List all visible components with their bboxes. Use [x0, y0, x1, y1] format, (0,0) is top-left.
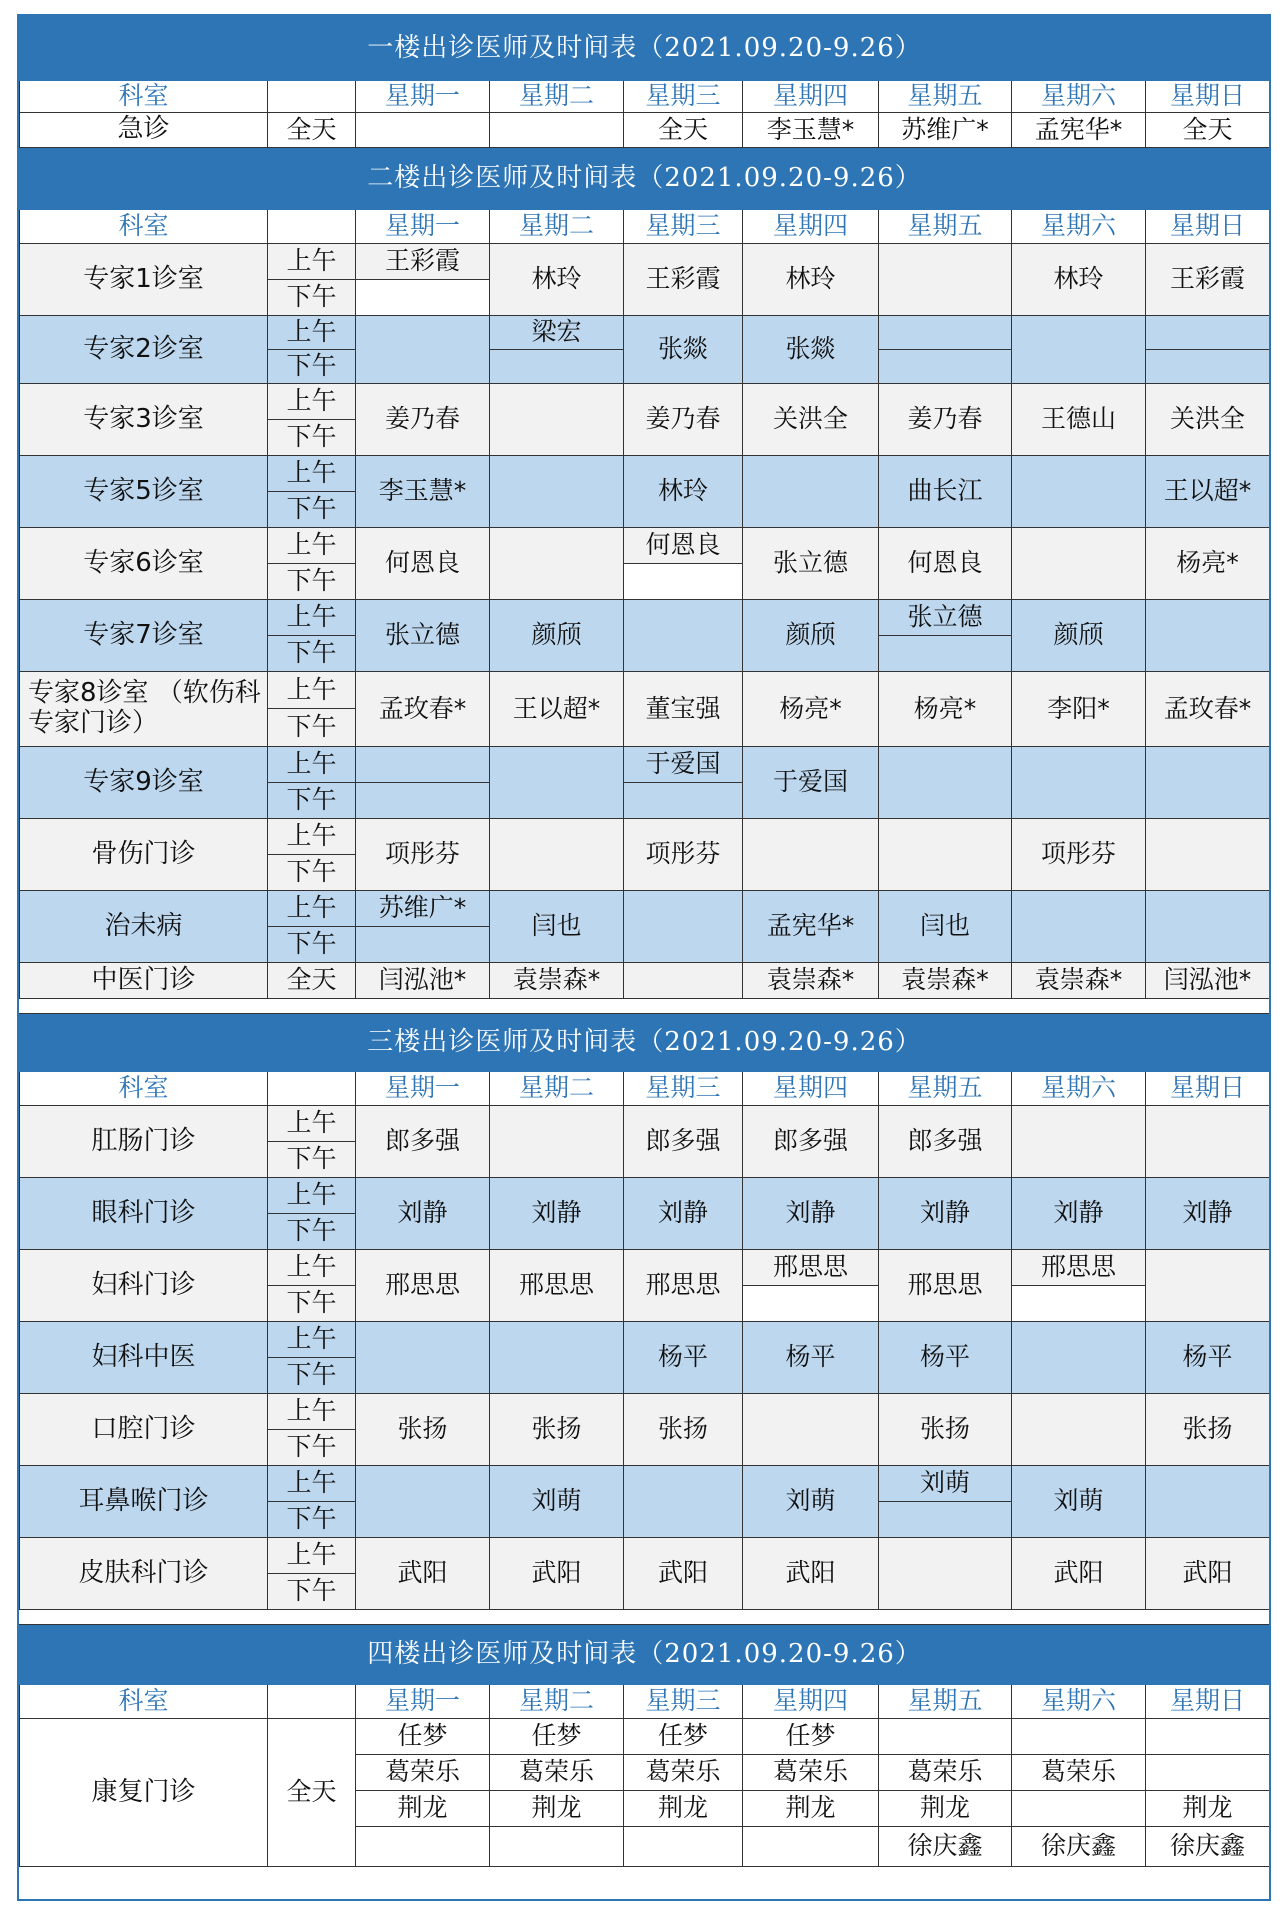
doctor-cell: 张扬: [490, 1394, 624, 1466]
doctor-cell: 邢思思: [490, 1250, 624, 1322]
doctor-cell: [1146, 1466, 1270, 1538]
doctor-cell: [743, 1394, 879, 1466]
doctor-cell: [624, 891, 743, 963]
doctor-cell: 董宝强: [624, 672, 743, 747]
table-row: [20, 1250, 1270, 1286]
doctor-cell: 任梦: [624, 1719, 743, 1755]
table-row: [20, 963, 1270, 999]
doctor-cell: 颜颀: [490, 600, 624, 672]
doctor-cell: 杨平: [624, 1322, 743, 1394]
dept-name: 肛肠门诊: [20, 1106, 268, 1178]
doctor-cell: 郎多强: [356, 1106, 490, 1178]
doctor-cell: [624, 1827, 743, 1867]
doctor-cell: 姜乃春: [624, 384, 743, 456]
floor1-header-row: [20, 81, 1270, 113]
day-header: 星期五: [879, 1685, 1012, 1719]
doctor-cell: [624, 963, 743, 999]
doctor-cell: 杨亮*: [1146, 528, 1270, 600]
doctor-cell: 王以超*: [490, 672, 624, 747]
doctor-cell: 王彩霞: [356, 244, 490, 280]
day-header: 星期六: [1012, 1072, 1146, 1106]
doctor-cell: 张立德: [879, 600, 1012, 636]
am-label: 上午: [268, 672, 356, 709]
doctor-cell: [1146, 600, 1270, 672]
doctor-cell: [879, 244, 1012, 316]
doctor-cell: [356, 113, 490, 148]
doctor-cell: [1012, 1719, 1146, 1755]
pm-label: 下午: [268, 636, 356, 672]
dept-name: 专家2诊室: [20, 316, 268, 384]
doctor-cell: 刘萌: [743, 1466, 879, 1538]
pm-label: 下午: [268, 783, 356, 819]
doctor-cell: [356, 1322, 490, 1394]
doctor-cell: 张扬: [624, 1394, 743, 1466]
am-label: 上午: [268, 891, 356, 927]
doctor-cell: [1146, 1719, 1270, 1755]
day-header: 星期一: [356, 81, 490, 113]
doctor-cell: 刘萌: [879, 1466, 1012, 1502]
day-header: 星期一: [356, 210, 490, 244]
doctor-cell: 项彤芬: [356, 819, 490, 891]
doctor-cell: [1146, 1755, 1270, 1791]
day-header: 星期三: [624, 1072, 743, 1106]
doctor-cell: 刘静: [624, 1178, 743, 1250]
doctor-cell: [490, 1827, 624, 1867]
dept-name: 妇科中医: [20, 1322, 268, 1394]
dept-header: 科室: [20, 1072, 268, 1106]
doctor-cell: [879, 316, 1012, 350]
doctor-cell: 刘萌: [1012, 1466, 1146, 1538]
pm-label: 下午: [268, 564, 356, 600]
doctor-cell: 荆龙: [1146, 1791, 1270, 1827]
day-header: 星期三: [624, 1685, 743, 1719]
dept-name: 皮肤科门诊: [20, 1538, 268, 1610]
doctor-cell: [1012, 891, 1146, 963]
day-header: 星期五: [879, 81, 1012, 113]
schedule-table: [19, 16, 1270, 1867]
pm-label: 下午: [268, 350, 356, 384]
doctor-cell: 闫也: [490, 891, 624, 963]
floor2-header-row: [20, 210, 1270, 244]
day-header: 星期日: [1146, 81, 1270, 113]
doctor-cell: 刘静: [879, 1178, 1012, 1250]
doctor-cell: [490, 528, 624, 600]
doctor-cell: 徐庆鑫: [1146, 1827, 1270, 1867]
table-row: [20, 1538, 1270, 1574]
dept-name: 治未病: [20, 891, 268, 963]
doctor-cell: [356, 1827, 490, 1867]
doctor-cell: 武阳: [624, 1538, 743, 1610]
doctor-cell: 张立德: [356, 600, 490, 672]
am-label: 上午: [268, 1106, 356, 1142]
doctor-cell: 任梦: [490, 1719, 624, 1755]
day-header: 星期三: [624, 210, 743, 244]
pm-label: 下午: [268, 1214, 356, 1250]
dept-name: 专家5诊室: [20, 456, 268, 528]
doctor-cell: 林玲: [743, 244, 879, 316]
day-header: 星期六: [1012, 1685, 1146, 1719]
doctor-cell: 姜乃春: [879, 384, 1012, 456]
doctor-cell: 关洪全: [1146, 384, 1270, 456]
day-header: 星期一: [356, 1685, 490, 1719]
doctor-cell: 林玲: [624, 456, 743, 528]
doctor-cell: 郎多强: [624, 1106, 743, 1178]
dept-name: 妇科门诊: [20, 1250, 268, 1322]
am-label: 上午: [268, 1250, 356, 1286]
table-row: [20, 316, 1270, 350]
table-row: [20, 672, 1270, 709]
am-label: 上午: [268, 528, 356, 564]
floor1-title: 一楼出诊医师及时间表（2021.09.20-9.26）: [20, 17, 1270, 81]
pm-label: 下午: [268, 1574, 356, 1610]
table-row: [20, 528, 1270, 564]
floor4-title: 四楼出诊医师及时间表（2021.09.20-9.26）: [20, 1625, 1270, 1685]
day-header: 星期五: [879, 210, 1012, 244]
doctor-cell: 张燚: [624, 316, 743, 384]
doctor-cell: 孟玫春*: [356, 672, 490, 747]
day-header: 星期一: [356, 1072, 490, 1106]
doctor-cell: 苏维广*: [356, 891, 490, 927]
doctor-cell: 全天: [624, 113, 743, 148]
doctor-cell: 林玲: [1012, 244, 1146, 316]
day-header: 星期四: [743, 1072, 879, 1106]
table-row: [20, 456, 1270, 492]
am-label: 上午: [268, 456, 356, 492]
doctor-cell: 荆龙: [490, 1791, 624, 1827]
doctor-cell: [490, 1106, 624, 1178]
doctor-cell: 葛荣乐: [356, 1755, 490, 1791]
doctor-cell: [743, 456, 879, 528]
doctor-cell: 张扬: [1146, 1394, 1270, 1466]
doctor-cell: [1146, 891, 1270, 963]
dept-name: 眼科门诊: [20, 1178, 268, 1250]
doctor-cell: 孟宪华*: [743, 891, 879, 963]
doctor-cell: 项彤芬: [1012, 819, 1146, 891]
doctor-cell: 荆龙: [879, 1791, 1012, 1827]
doctor-cell: 葛荣乐: [1012, 1755, 1146, 1791]
doctor-cell: 郎多强: [743, 1106, 879, 1178]
pm-label: 下午: [268, 709, 356, 747]
doctor-cell: 徐庆鑫: [879, 1827, 1012, 1867]
doctor-cell: 邢思思: [624, 1250, 743, 1322]
day-header: 星期四: [743, 1685, 879, 1719]
dept-name: 专家8诊室 （软伤科专家门诊）: [20, 672, 268, 747]
pm-label: 下午: [268, 927, 356, 963]
doctor-cell: [1146, 316, 1270, 350]
doctor-cell: 何恩良: [624, 528, 743, 564]
day-header: 星期二: [490, 81, 624, 113]
floor4-header-row: [20, 1685, 1270, 1719]
am-label: 上午: [268, 244, 356, 280]
doctor-cell: 袁崇森*: [490, 963, 624, 999]
am-label: 上午: [268, 384, 356, 420]
dept-name: 口腔门诊: [20, 1394, 268, 1466]
dept-name: 骨伤门诊: [20, 819, 268, 891]
doctor-cell: 李玉慧*: [743, 113, 879, 148]
doctor-cell: 邢思思: [1012, 1250, 1146, 1286]
doctor-cell: [1012, 747, 1146, 819]
doctor-cell: 武阳: [490, 1538, 624, 1610]
day-header: 星期日: [1146, 1685, 1270, 1719]
session-label: 全天: [268, 963, 356, 999]
doctor-cell: 颜颀: [743, 600, 879, 672]
doctor-cell: 王以超*: [1146, 456, 1270, 528]
pm-label: 下午: [268, 1142, 356, 1178]
pm-label: 下午: [268, 1358, 356, 1394]
session-label: 全天: [268, 1719, 356, 1867]
table-row: [20, 1719, 1270, 1755]
day-header: 星期四: [743, 210, 879, 244]
day-header: 星期二: [490, 210, 624, 244]
doctor-cell: [743, 819, 879, 891]
doctor-cell: 李玉慧*: [356, 456, 490, 528]
dept-name: 急诊: [20, 113, 268, 148]
doctor-cell: [356, 747, 490, 783]
doctor-cell: 闫泓池*: [1146, 963, 1270, 999]
pm-label: 下午: [268, 1502, 356, 1538]
doctor-cell: 邢思思: [356, 1250, 490, 1322]
floor2-title: 二楼出诊医师及时间表（2021.09.20-9.26）: [20, 148, 1270, 210]
doctor-cell: [1012, 456, 1146, 528]
pm-label: 下午: [268, 420, 356, 456]
table-row: [20, 1322, 1270, 1358]
doctor-cell: 刘萌: [490, 1466, 624, 1538]
pm-label: 下午: [268, 1430, 356, 1466]
doctor-cell: 袁崇森*: [879, 963, 1012, 999]
dept-name: 耳鼻喉门诊: [20, 1466, 268, 1538]
doctor-cell: 武阳: [1146, 1538, 1270, 1610]
doctor-cell: 武阳: [356, 1538, 490, 1610]
doctor-cell: [1146, 819, 1270, 891]
dept-name: 康复门诊: [20, 1719, 268, 1867]
doctor-cell: [879, 1719, 1012, 1755]
doctor-cell: 袁崇森*: [743, 963, 879, 999]
am-label: 上午: [268, 600, 356, 636]
dept-name: 专家9诊室: [20, 747, 268, 819]
doctor-cell: 何恩良: [356, 528, 490, 600]
doctor-cell: 林玲: [490, 244, 624, 316]
doctor-cell: [1012, 528, 1146, 600]
table-row: [20, 1106, 1270, 1142]
dept-name: 专家3诊室: [20, 384, 268, 456]
table-row: [20, 819, 1270, 855]
doctor-cell: [1146, 1250, 1270, 1322]
doctor-cell: 闫泓池*: [356, 963, 490, 999]
doctor-cell: [1146, 747, 1270, 819]
doctor-cell: 李阳*: [1012, 672, 1146, 747]
doctor-cell: 梁宏: [490, 316, 624, 350]
doctor-cell: 刘静: [490, 1178, 624, 1250]
dept-name: 专家6诊室: [20, 528, 268, 600]
am-label: 上午: [268, 316, 356, 350]
day-header: 星期三: [624, 81, 743, 113]
doctor-cell: 邢思思: [879, 1250, 1012, 1322]
doctor-cell: 武阳: [1012, 1538, 1146, 1610]
doctor-cell: 葛荣乐: [879, 1755, 1012, 1791]
schedule-sheet: [17, 14, 1271, 1901]
doctor-cell: 葛荣乐: [743, 1755, 879, 1791]
doctor-cell: [490, 384, 624, 456]
doctor-cell: [356, 280, 490, 316]
doctor-cell: 杨平: [879, 1322, 1012, 1394]
day-header: 星期日: [1146, 1072, 1270, 1106]
doctor-cell: 任梦: [743, 1719, 879, 1755]
doctor-cell: [490, 113, 624, 148]
doctor-cell: [743, 1827, 879, 1867]
table-row: [20, 1178, 1270, 1214]
pm-label: 下午: [268, 492, 356, 528]
doctor-cell: [490, 819, 624, 891]
table-row: [20, 1394, 1270, 1430]
doctor-cell: 关洪全: [743, 384, 879, 456]
doctor-cell: 葛荣乐: [490, 1755, 624, 1791]
am-label: 上午: [268, 1538, 356, 1574]
doctor-cell: [490, 456, 624, 528]
doctor-cell: 于爱国: [743, 747, 879, 819]
table-row: [20, 244, 1270, 280]
doctor-cell: 闫也: [879, 891, 1012, 963]
doctor-cell: [356, 1466, 490, 1538]
table-row: [20, 891, 1270, 927]
doctor-cell: 项彤芬: [624, 819, 743, 891]
pm-label: 下午: [268, 1286, 356, 1322]
doctor-cell: [1012, 1394, 1146, 1466]
doctor-cell: 郎多强: [879, 1106, 1012, 1178]
doctor-cell: 荆龙: [743, 1791, 879, 1827]
doctor-cell: [879, 1538, 1012, 1610]
doctor-cell: 于爱国: [624, 747, 743, 783]
doctor-cell: 邢思思: [743, 1250, 879, 1286]
doctor-cell: [1012, 316, 1146, 384]
table-row: [20, 747, 1270, 783]
doctor-cell: 张燚: [743, 316, 879, 384]
floor3-header-row: [20, 1072, 1270, 1106]
dept-header: 科室: [20, 81, 268, 113]
dept-header: 科室: [20, 210, 268, 244]
doctor-cell: 颜颀: [1012, 600, 1146, 672]
doctor-cell: 荆龙: [356, 1791, 490, 1827]
doctor-cell: [490, 1322, 624, 1394]
doctor-cell: 刘静: [1012, 1178, 1146, 1250]
doctor-cell: [1012, 1791, 1146, 1827]
doctor-cell: 任梦: [356, 1719, 490, 1755]
doctor-cell: [1012, 1106, 1146, 1178]
doctor-cell: 武阳: [743, 1538, 879, 1610]
doctor-cell: 张立德: [743, 528, 879, 600]
table-row: [20, 1466, 1270, 1502]
doctor-cell: 曲长江: [879, 456, 1012, 528]
am-label: 上午: [268, 1322, 356, 1358]
am-label: 上午: [268, 1394, 356, 1430]
doctor-cell: [879, 747, 1012, 819]
am-label: 上午: [268, 1466, 356, 1502]
day-header: 星期日: [1146, 210, 1270, 244]
doctor-cell: 姜乃春: [356, 384, 490, 456]
doctor-cell: [1146, 1106, 1270, 1178]
am-label: 上午: [268, 747, 356, 783]
table-row: [20, 384, 1270, 420]
doctor-cell: [1012, 1322, 1146, 1394]
doctor-cell: 孟宪华*: [1012, 113, 1146, 148]
doctor-cell: [356, 316, 490, 384]
doctor-cell: 杨亮*: [743, 672, 879, 747]
am-label: 上午: [268, 1178, 356, 1214]
doctor-cell: 全天: [1146, 113, 1270, 148]
day-header: 星期四: [743, 81, 879, 113]
doctor-cell: 张扬: [879, 1394, 1012, 1466]
doctor-cell: 王德山: [1012, 384, 1146, 456]
table-row: [20, 600, 1270, 636]
doctor-cell: 杨亮*: [879, 672, 1012, 747]
session-label: 全天: [268, 113, 356, 148]
pm-label: 下午: [268, 280, 356, 316]
dept-name: 专家7诊室: [20, 600, 268, 672]
doctor-cell: 杨平: [1146, 1322, 1270, 1394]
doctor-cell: 王彩霞: [624, 244, 743, 316]
day-header: 星期二: [490, 1072, 624, 1106]
day-header: 星期六: [1012, 81, 1146, 113]
doctor-cell: 刘静: [1146, 1178, 1270, 1250]
doctor-cell: [490, 747, 624, 819]
doctor-cell: 徐庆鑫: [1012, 1827, 1146, 1867]
floor3-title: 三楼出诊医师及时间表（2021.09.20-9.26）: [20, 1014, 1270, 1072]
doctor-cell: 杨平: [743, 1322, 879, 1394]
doctor-cell: 葛荣乐: [624, 1755, 743, 1791]
dept-name: 中医门诊: [20, 963, 268, 999]
doctor-cell: 袁崇森*: [1012, 963, 1146, 999]
day-header: 星期六: [1012, 210, 1146, 244]
day-header: 星期二: [490, 1685, 624, 1719]
doctor-cell: 何恩良: [879, 528, 1012, 600]
doctor-cell: 苏维广*: [879, 113, 1012, 148]
dept-header: 科室: [20, 1685, 268, 1719]
doctor-cell: [624, 1466, 743, 1538]
doctor-cell: 刘静: [743, 1178, 879, 1250]
doctor-cell: 孟玫春*: [1146, 672, 1270, 747]
dept-name: 专家1诊室: [20, 244, 268, 316]
doctor-cell: [879, 819, 1012, 891]
doctor-cell: [624, 600, 743, 672]
doctor-cell: 张扬: [356, 1394, 490, 1466]
day-header: 星期五: [879, 1072, 1012, 1106]
doctor-cell: 荆龙: [624, 1791, 743, 1827]
doctor-cell: 刘静: [356, 1178, 490, 1250]
doctor-cell: 王彩霞: [1146, 244, 1270, 316]
table-row: [20, 113, 1270, 148]
pm-label: 下午: [268, 855, 356, 891]
am-label: 上午: [268, 819, 356, 855]
